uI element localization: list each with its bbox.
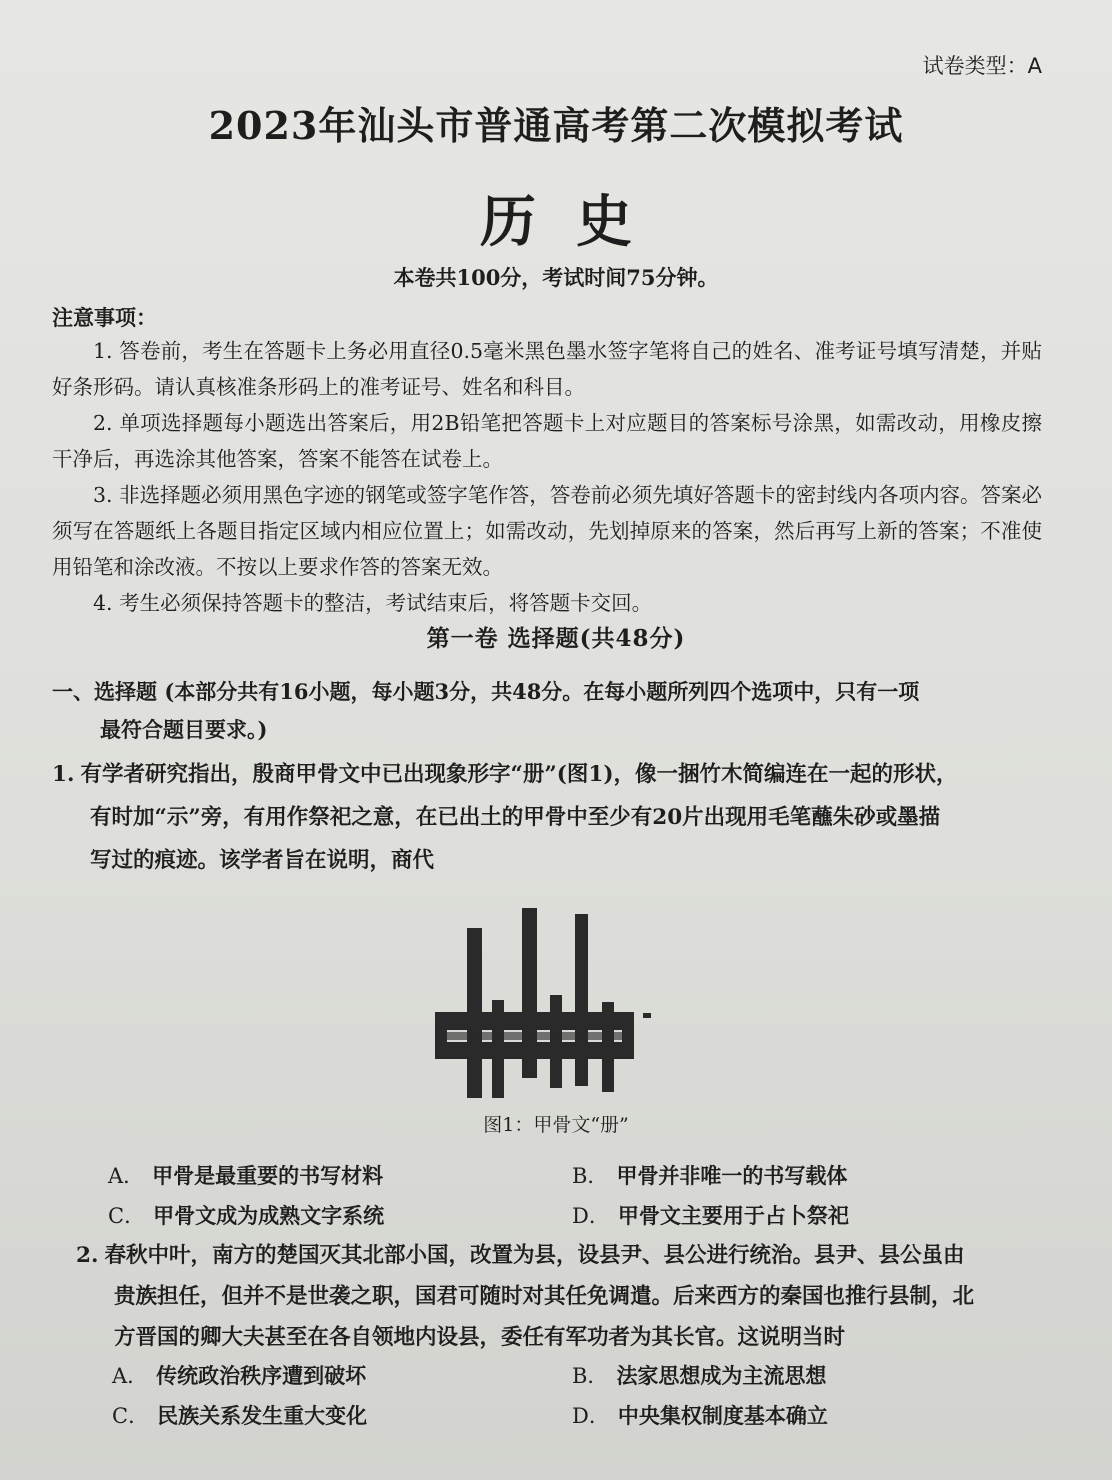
- notice-item-2: 2. 单项选择题每小题选出答案后，用2B铅笔把答题卡上对应题目的答案标号涂黑，如需改动，用橡皮擦干净后，再选涂其他答案，答案不能答在试卷上。: [52, 411, 1042, 471]
- option-letter: C．: [108, 1204, 146, 1228]
- option-letter: D．: [572, 1404, 610, 1428]
- section-title: 第一卷 选择题(共48分): [426, 625, 686, 652]
- option-letter: D．: [572, 1204, 610, 1228]
- option-text: 传统政治秩序遭到破坏: [156, 1363, 367, 1388]
- part-heading: [52, 673, 1042, 749]
- option-text: 民族关系发生重大变化: [157, 1403, 368, 1428]
- q1-option-d: [572, 1200, 849, 1230]
- q1-option-c: [108, 1200, 384, 1230]
- part-desc-1: (本部分共有16小题，每小题3分，共48分。在每小题所列四个选项中，只有一项: [164, 679, 920, 704]
- q2-option-b: [572, 1360, 826, 1390]
- option-letter: A．: [108, 1164, 145, 1188]
- question-number: 2.: [76, 1243, 99, 1268]
- paper-type: 试卷类型：A: [922, 54, 1042, 78]
- score-note: 本卷共100分，考试时间75分钟。: [393, 265, 719, 290]
- option-text: 甲骨文主要用于占卜祭祀: [617, 1203, 849, 1228]
- question-line: 方晋国的卿大夫甚至在各自领地内设县，委任有军功者为其长官。这说明当时: [114, 1325, 846, 1350]
- q2-option-d: [572, 1400, 828, 1430]
- q2-option-a: [112, 1360, 366, 1390]
- option-text: 甲骨是最重要的书写材料: [152, 1163, 384, 1188]
- question-line: 春秋中叶，南方的楚国灭其北部小国，改置为县，设县尹、县公进行统治。县尹、县公虽由: [104, 1243, 965, 1268]
- option-letter: C．: [112, 1404, 150, 1428]
- q1-option-b: [572, 1160, 847, 1190]
- notice-item-3: 3. 非选择题必须用黑色字迹的钢笔或签字笔作答，答卷前必须先填好答题卡的密封线内各项内容。答案必须写在答题纸上各题目指定区域内相应位置上；如需改动，先划掉原来的答案，然后再写上新的答案；不准使用铅笔和涂改液。不按以上要求作答的答案无效。: [52, 483, 1042, 579]
- question-line: 写过的痕迹。该学者旨在说明，商代: [90, 848, 435, 873]
- part-label: 一、选择题: [52, 679, 157, 704]
- option-text: 甲骨文成为成熟文字系统: [153, 1203, 385, 1228]
- oracle-bone-ce-figure: [430, 900, 660, 1100]
- subject-title: 历史: [480, 189, 672, 255]
- notice-item-1: 1. 答卷前，考生在答题卡上务必用直径0.5毫米黑色墨水签字笔将自己的姓名、准考证号填写清楚，并贴好条形码。请认真核准条形码上的准考证号、姓名和科目。: [52, 339, 1042, 399]
- question-number: 1.: [52, 762, 75, 787]
- question-line: 贵族担任，但并不是世袭之职，国君可随时对其任免调遣。后来西方的秦国也推行县制，北: [114, 1284, 975, 1309]
- exam-title: 2023年汕头市普通高考第二次模拟考试: [208, 103, 904, 148]
- option-text: 法家思想成为主流思想: [616, 1363, 827, 1388]
- notice-list: [52, 333, 1042, 621]
- option-letter: B．: [572, 1164, 609, 1188]
- option-letter: A．: [112, 1364, 149, 1388]
- option-text: 中央集权制度基本确立: [617, 1403, 828, 1428]
- part-desc-2: 最符合题目要求。): [100, 717, 268, 742]
- q1-option-a: [108, 1160, 383, 1190]
- question-line: 有时加“示”旁，有用作祭祀之意，在已出土的甲骨中至少有20片出现用毛笔蘸朱砂或墨描: [90, 805, 941, 830]
- question-1: [52, 753, 1042, 882]
- question-2: [76, 1235, 1042, 1358]
- q2-option-c: [112, 1400, 367, 1430]
- question-line: 有学者研究指出，殷商甲骨文中已出现象形字“册”(图1)，像一捆竹木简编连在一起的形状，: [80, 762, 958, 787]
- option-text: 甲骨并非唯一的书写载体: [616, 1163, 848, 1188]
- option-letter: B．: [572, 1364, 609, 1388]
- figure-caption: 图1：甲骨文“册”: [483, 1114, 629, 1136]
- notice-item-4: 4. 考生必须保持答题卡的整洁，考试结束后，将答题卡交回。: [93, 591, 653, 615]
- notice-title: 注意事项：: [52, 306, 157, 330]
